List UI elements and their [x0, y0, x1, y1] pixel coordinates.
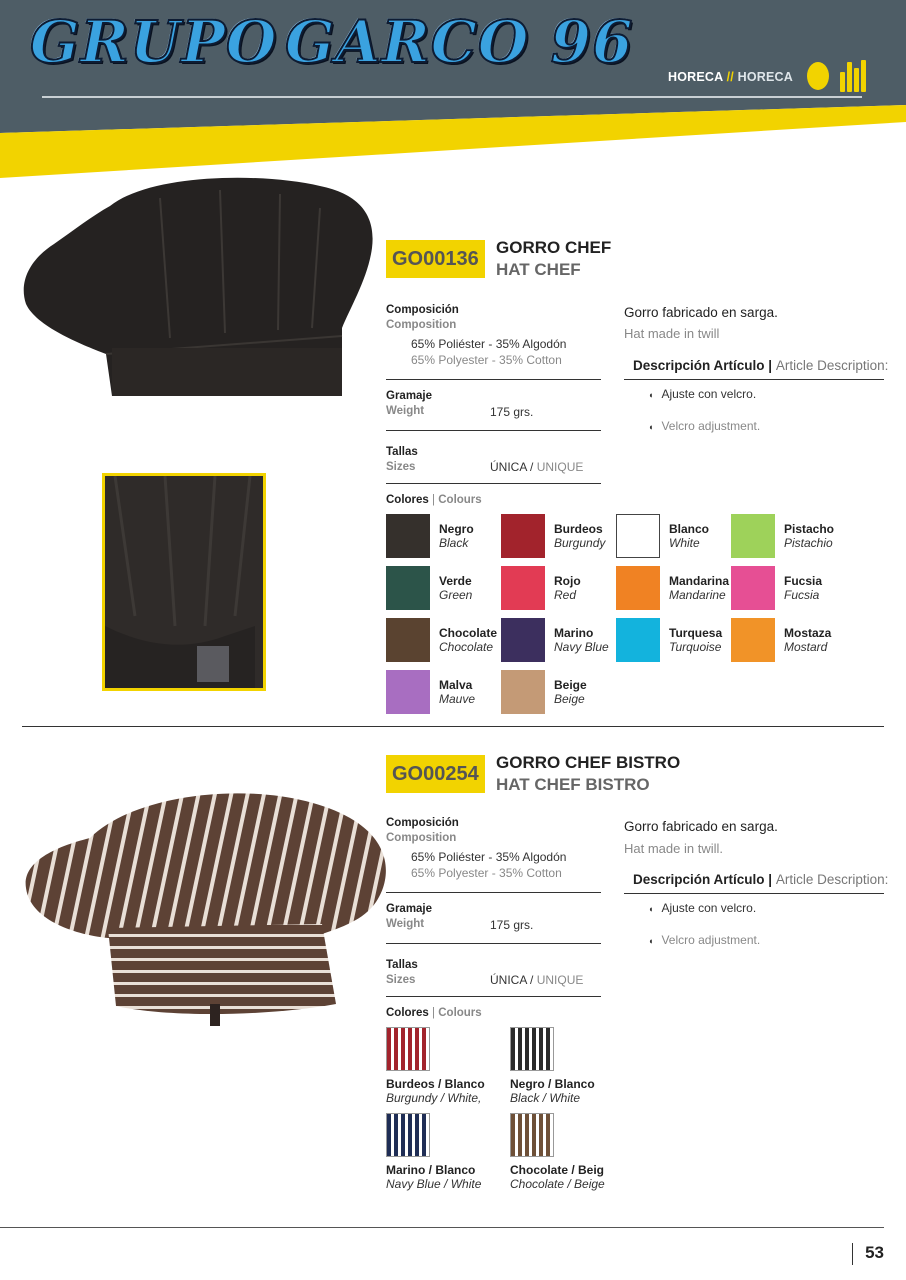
color-name-en: White	[669, 536, 700, 550]
bullet-icon: ◖	[648, 904, 654, 914]
nav-part2: HORECA	[737, 70, 794, 84]
color-name: Marino	[554, 626, 594, 640]
weight-label-en: Weight	[386, 918, 425, 930]
bars-icon	[840, 60, 866, 92]
stripe-swatch	[510, 1113, 554, 1157]
stripe-swatch	[386, 1113, 430, 1157]
color-swatch	[501, 618, 545, 662]
section-nav	[668, 70, 793, 84]
nav-separator: //	[726, 70, 734, 84]
colours-label	[386, 1007, 482, 1019]
sizes-value	[490, 460, 583, 474]
chef-hat-bistro-image	[20, 778, 392, 1040]
color-swatch	[731, 618, 775, 662]
footer-divider	[0, 1227, 884, 1228]
description-en: Hat made in twill	[624, 326, 720, 341]
color-swatch	[501, 670, 545, 714]
description-heading	[633, 872, 888, 887]
divider	[386, 430, 601, 431]
color-swatch	[616, 566, 660, 610]
weight-value: 175 grs.	[490, 405, 534, 419]
desc-heading-en: Article Description:	[775, 358, 889, 373]
composition-label: Composición	[386, 817, 459, 829]
divider	[386, 483, 601, 484]
colours-sep: |	[432, 494, 436, 506]
composition-label-en: Composition	[386, 319, 457, 331]
colours-es: Colores	[386, 1007, 429, 1019]
color-swatch	[501, 514, 545, 558]
product-name-es: GORRO CHEF	[496, 238, 612, 257]
color-swatch	[386, 566, 430, 610]
description-heading	[633, 358, 888, 373]
size-sep: /	[530, 460, 534, 474]
divider	[386, 892, 601, 893]
composition-value: 65% Poliéster - 35% Algodón	[411, 337, 567, 351]
nav-part1: HORECA	[668, 70, 723, 84]
desc-heading-es: Descripción Artículo	[633, 358, 765, 373]
bullet-text: Velcro adjustment.	[661, 933, 761, 947]
composition-value-en: 65% Polyester - 35% Cotton	[411, 353, 562, 367]
color-swatch	[616, 514, 660, 558]
color-name-en: Navy Blue	[554, 640, 609, 654]
color-swatch	[501, 566, 545, 610]
color-name-en: Mostard	[784, 640, 828, 654]
colours-en: Colours	[438, 494, 482, 506]
weight-label: Gramaje	[386, 903, 433, 915]
color-name-en: Turquoise	[669, 640, 722, 654]
circle-icon	[807, 62, 829, 90]
colours-sep: |	[432, 1007, 436, 1019]
product-code: GO00254	[386, 755, 485, 793]
color-name: Mostaza	[784, 626, 832, 640]
page-number-bar	[852, 1243, 853, 1265]
size-es: ÚNICA	[490, 460, 527, 474]
color-name: Mandarina	[669, 574, 730, 588]
product-code: GO00136	[386, 240, 485, 278]
desc-heading-en: Article Description:	[775, 872, 889, 887]
size-en: UNIQUE	[536, 973, 584, 987]
color-name-en: Black	[439, 536, 469, 550]
sizes-value	[490, 973, 583, 987]
desc-heading-sep: |	[768, 872, 773, 887]
divider	[386, 943, 601, 944]
color-swatch	[731, 514, 775, 558]
color-name: Malva	[439, 678, 473, 692]
product-name-en: HAT CHEF	[496, 260, 581, 279]
bullet-text: Ajuste con velcro.	[661, 387, 757, 401]
color-name-en: Pistachio	[784, 536, 833, 550]
bullet-item	[648, 419, 760, 433]
color-name: Verde	[439, 574, 472, 588]
bullet-text: Ajuste con velcro.	[661, 901, 757, 915]
description-es: Gorro fabricado en sarga.	[624, 305, 778, 320]
color-name-en: Burgundy	[554, 536, 606, 550]
size-en: UNIQUE	[536, 460, 584, 474]
sizes-label: Tallas	[386, 446, 418, 458]
color-name: Burdeos	[554, 522, 603, 536]
color-name-en: Beige	[554, 692, 585, 706]
color-name: Chocolate	[439, 626, 498, 640]
color-name-en: Black / White	[510, 1091, 581, 1105]
product-name-en: HAT CHEF BISTRO	[496, 775, 650, 794]
weight-value: 175 grs.	[490, 918, 534, 932]
color-name: Blanco	[669, 522, 710, 536]
size-es: ÚNICA	[490, 973, 527, 987]
color-name-en: Burgundy / White,	[386, 1091, 482, 1105]
sizes-label-en: Sizes	[386, 461, 416, 473]
color-name: Negro	[439, 522, 474, 536]
description-es: Gorro fabricado en sarga.	[624, 819, 778, 834]
divider	[624, 893, 884, 894]
color-name-en: Green	[439, 588, 473, 602]
composition-value-en: 65% Polyester - 35% Cotton	[411, 866, 562, 880]
bullet-item	[648, 901, 756, 915]
logo-word-grupo: GRUPO	[30, 8, 278, 76]
color-swatch	[616, 618, 660, 662]
color-swatch	[386, 670, 430, 714]
bullet-item	[648, 387, 756, 401]
stripe-swatch	[510, 1027, 554, 1071]
header-divider	[42, 96, 862, 98]
desc-heading-es: Descripción Artículo	[633, 872, 765, 887]
colours-label	[386, 494, 482, 506]
description-en: Hat made in twill.	[624, 841, 723, 856]
color-name-en: Fucsia	[784, 588, 820, 602]
section-divider	[22, 726, 884, 727]
divider	[624, 379, 884, 380]
color-name-en: Mauve	[439, 692, 476, 706]
bullet-text: Velcro adjustment.	[661, 419, 761, 433]
weight-label: Gramaje	[386, 390, 433, 402]
bullet-icon: ◖	[648, 936, 654, 946]
desc-heading-sep: |	[768, 358, 773, 373]
color-name: Burdeos / Blanco	[386, 1077, 485, 1091]
color-name: Rojo	[554, 574, 581, 588]
color-name: Pistacho	[784, 522, 835, 536]
sizes-label: Tallas	[386, 959, 418, 971]
page-number: 53	[865, 1243, 884, 1262]
colours-es: Colores	[386, 494, 429, 506]
color-name: Marino / Blanco	[386, 1163, 476, 1177]
color-name-en: Chocolate / Beige	[510, 1177, 605, 1191]
color-swatch	[386, 514, 430, 558]
color-name: Chocolate / Beig	[510, 1163, 605, 1177]
logo-word-garco: GARCO 96	[285, 8, 634, 76]
color-name-en: Navy Blue / White	[386, 1177, 482, 1191]
size-sep: /	[530, 973, 534, 987]
color-name: Fucsia	[784, 574, 823, 588]
color-swatch	[386, 618, 430, 662]
colours-en: Colours	[438, 1007, 482, 1019]
color-name: Turquesa	[669, 626, 723, 640]
stripe-swatch	[386, 1027, 430, 1071]
weight-label-en: Weight	[386, 405, 425, 417]
color-name-en: Chocolate	[439, 640, 494, 654]
divider	[386, 379, 601, 380]
composition-label-en: Composition	[386, 832, 457, 844]
bullet-icon: ◖	[648, 390, 654, 400]
sizes-label-en: Sizes	[386, 974, 416, 986]
bullet-item	[648, 933, 760, 947]
bullet-icon: ◖	[648, 422, 654, 432]
composition-value: 65% Poliéster - 35% Algodón	[411, 850, 567, 864]
composition-label: Composición	[386, 304, 459, 316]
color-name: Negro / Blanco	[510, 1077, 595, 1091]
chef-hat-black-image	[20, 168, 376, 400]
color-name: Beige	[554, 678, 587, 692]
color-swatch	[731, 566, 775, 610]
color-name-en: Red	[554, 588, 577, 602]
product-name-es: GORRO CHEF BISTRO	[496, 753, 681, 772]
velcro-detail-image	[102, 473, 266, 691]
divider	[386, 996, 601, 997]
color-name-en: Mandarine	[669, 588, 726, 602]
